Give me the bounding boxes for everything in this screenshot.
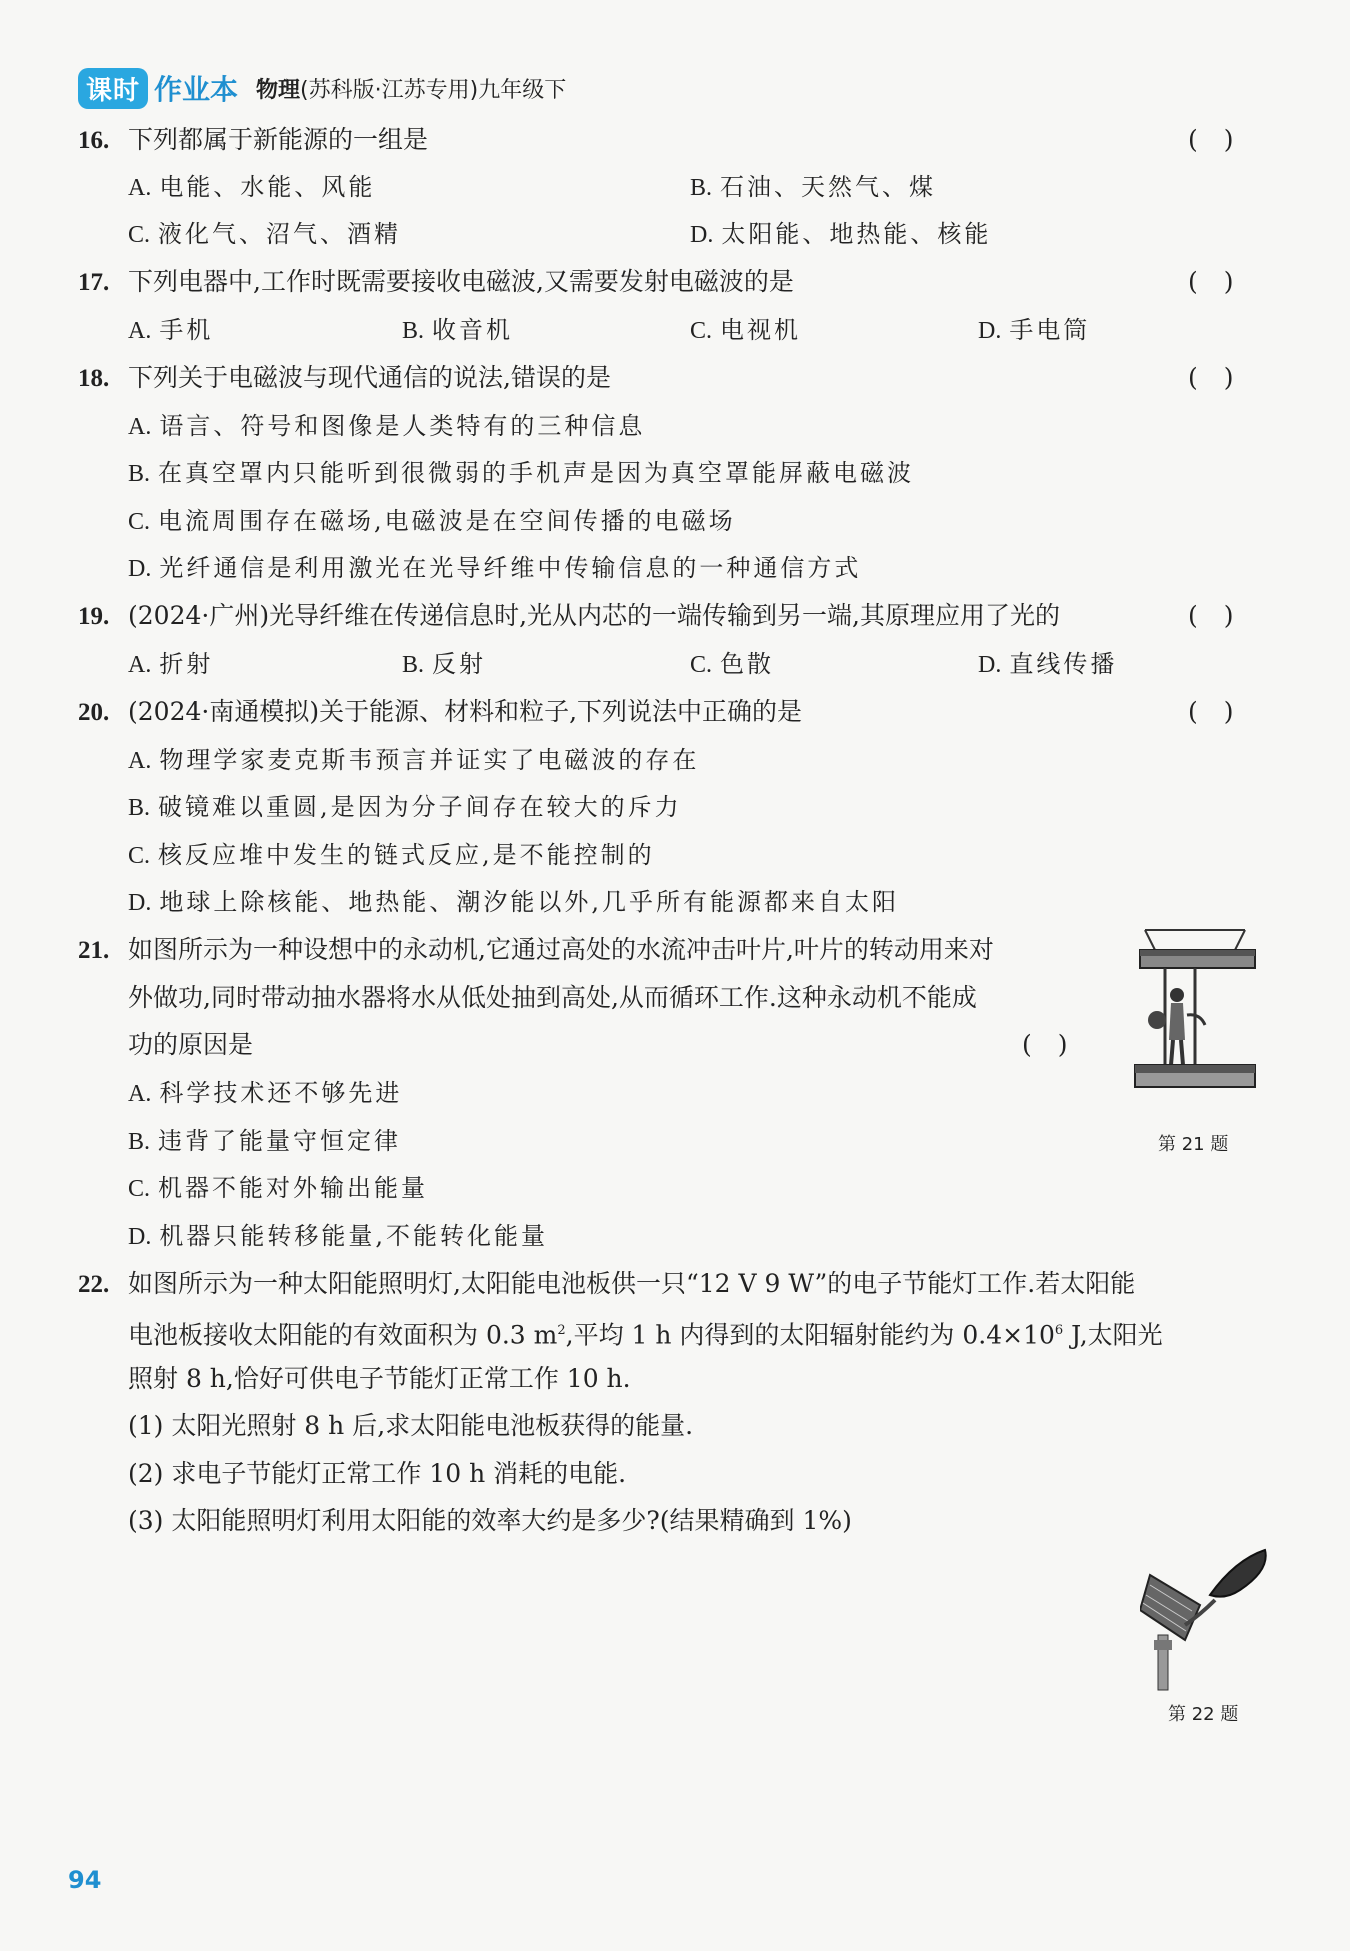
option-b: B. 破镜难以重圆,是因为分子间存在较大的斥力 [128,793,682,821]
answer-bracket[interactable]: () [1188,267,1260,296]
option-b: B. 反射 [402,650,487,678]
option-a: A. 电能、水能、风能 [128,173,376,201]
question-22 [78,1260,1135,1309]
option-c: C. 电视机 [690,316,802,344]
option-a: A. 语言、符号和图像是人类特有的三种信息 [128,412,646,440]
book-subject [256,73,566,104]
question-number: 16. [78,127,110,154]
question-text-line: 照射 8 h,恰好可供电子节能灯正常工作 10 h. [128,1364,631,1393]
answer-bracket[interactable]: () [1188,697,1260,726]
figure-caption: 第 22 题 [1168,1704,1239,1725]
question-text-line: 功的原因是 [128,1030,254,1059]
subject-name: 物理 [256,77,301,103]
subject-edition: (苏科版·江苏专用)九年级下 [300,77,567,103]
question-21 [78,926,994,975]
header [78,66,566,110]
option-b: B. 收音机 [402,316,514,344]
option-c: C. 电流周围存在磁场,电磁波是在空间传播的电磁场 [128,507,736,535]
option-d: D. 地球上除核能、地热能、潮汐能以外,几乎所有能源都来自太阳 [128,888,899,916]
question-20 [78,688,802,737]
answer-bracket[interactable]: () [1022,1030,1094,1059]
question-number: 22. [78,1271,110,1298]
logo-badge: 课时 [78,68,148,109]
sub-question-2: (2) 求电子节能灯正常工作 10 h 消耗的电能. [128,1459,627,1488]
option-d: D. 手电筒 [978,316,1091,344]
question-number: 20. [78,699,110,726]
question-text: 下列关于电磁波与现代通信的说法,错误的是 [128,363,611,392]
question-17 [78,258,794,307]
option-c: C. 液化气、沼气、酒精 [128,220,402,248]
question-text: 下列电器中,工作时既需要接收电磁波,又需要发射电磁波的是 [128,267,794,296]
option-d: D. 机器只能转移能量,不能转化能量 [128,1222,548,1250]
option-c: C. 核反应堆中发生的链式反应,是不能控制的 [128,841,655,869]
question-number: 18. [78,365,110,392]
solar-lamp-figure [1140,1545,1270,1695]
question-text-line: 电池板接收太阳能的有效面积为 0.3 $m^2$,平均 1 h 内得到的太阳辐射能约为 $0.4\times 10^6$ J,太阳光 [128,1320,1163,1350]
option-d: D. 直线传播 [978,650,1118,678]
logo-text: 作业本 [154,73,239,106]
question-number: 21. [78,937,110,964]
question-16 [78,116,428,165]
option-b: B. 在真空罩内只能听到很微弱的手机声是因为真空罩能屏蔽电磁波 [128,459,915,487]
question-19 [78,592,1060,641]
option-b: B. 石油、天然气、煤 [690,173,937,201]
perpetual-motion-figure [1125,925,1265,1110]
question-text: 如图所示为一种设想中的永动机,它通过高处的水流冲击叶片,叶片的转动用来对 [128,935,994,964]
option-a: A. 科学技术还不够先进 [128,1079,403,1107]
answer-bracket[interactable]: () [1188,125,1260,154]
question-18 [78,354,611,403]
option-a: A. 物理学家麦克斯韦预言并证实了电磁波的存在 [128,746,700,774]
question-text: (2024·广州)光导纤维在传递信息时,光从内芯的一端传输到另一端,其原理应用了光的 [128,601,1060,630]
option-c: C. 色散 [690,650,775,678]
option-a: A. 折射 [128,650,214,678]
answer-bracket[interactable]: () [1188,363,1260,392]
option-d: D. 太阳能、地热能、核能 [690,220,992,248]
figure-caption: 第 21 题 [1158,1134,1229,1155]
question-text: (2024·南通模拟)关于能源、材料和粒子,下列说法中正确的是 [128,697,803,726]
option-a: A. 手机 [128,316,214,344]
question-text-line: 外做功,同时带动抽水器将水从低处抽到高处,从而循环工作.这种永动机不能成 [128,983,977,1012]
question-number: 17. [78,269,110,296]
page-number: 94 [68,1866,102,1894]
sub-question-3: (3) 太阳能照明灯利用太阳能的效率大约是多少?(结果精确到 1%) [128,1506,852,1535]
option-c: C. 机器不能对外输出能量 [128,1174,429,1202]
sub-question-1: (1) 太阳光照射 8 h 后,求太阳能电池板获得的能量. [128,1411,694,1440]
question-number: 19. [78,603,110,630]
option-d: D. 光纤通信是利用激光在光导纤维中传输信息的一种通信方式 [128,554,862,582]
answer-bracket[interactable]: () [1188,601,1260,630]
question-text: 如图所示为一种太阳能照明灯,太阳能电池板供一只“12 V 9 W”的电子节能灯工作.若太阳能 [128,1269,1136,1298]
question-text: 下列都属于新能源的一组是 [128,125,429,154]
option-b: B. 违背了能量守恒定律 [128,1127,402,1155]
